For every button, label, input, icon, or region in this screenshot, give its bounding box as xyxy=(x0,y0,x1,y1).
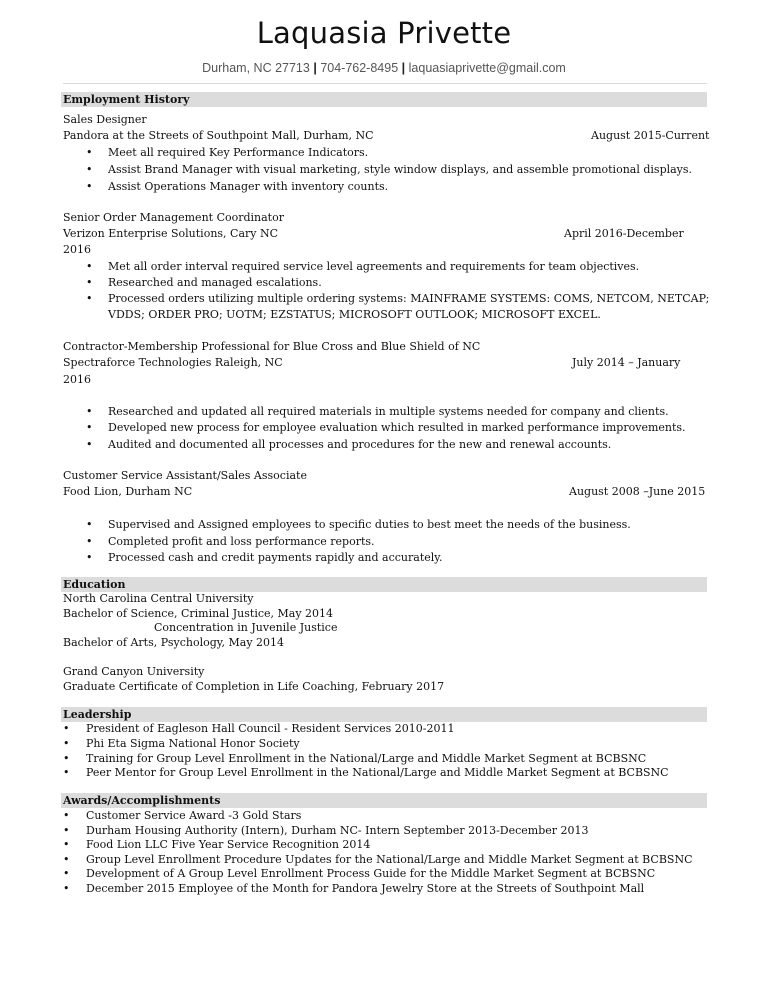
job-bullet-continued: VDDS; ORDER PRO; UOTM; EZSTATUS; MICROSOFT OUTLOOK; MICROSOFT EXCEL. xyxy=(108,308,601,321)
job-company: Verizon Enterprise Solutions, Cary NC xyxy=(63,227,279,240)
job-bullet: • Processed orders utilizing multiple ordering systems: MAINFRAME SYSTEMS: COMS, NETCOM, NETCAP; xyxy=(108,292,709,306)
job-dates: August 2015-Current xyxy=(591,129,710,142)
candidate-name: Laquasia Privette xyxy=(256,16,512,50)
education-certificate: Graduate Certificate of Completion in Life Coaching, February 2017 xyxy=(63,680,445,693)
job-title: Customer Service Assistant/Sales Associate xyxy=(63,469,307,482)
leadership-item: • Training for Group Level Enrollment in the National/Large and Middle Market Segment at BCBSNC xyxy=(86,752,646,766)
leadership-item: • Phi Eta Sigma National Honor Society xyxy=(86,737,300,751)
award-item: • December 2015 Employee of the Month for Pandora Jewelry Store at the Streets of Southpoint Mall xyxy=(86,882,644,896)
job-bullet: • Met all order interval required service level agreements and requirements for team objectives. xyxy=(108,260,639,274)
leadership-item: • Peer Mentor for Group Level Enrollment in the National/Large and Middle Market Segment at BCBSNC xyxy=(86,766,669,780)
job-bullet: • Assist Brand Manager with visual marketing, style window displays, and assemble promotional displays. xyxy=(108,163,692,177)
contact-email: laquasiaprivette@gmail.com xyxy=(408,61,566,75)
job-bullet: • Processed cash and credit payments rapidly and accurately. xyxy=(108,551,443,565)
contact-line xyxy=(0,61,768,75)
job-title: Senior Order Management Coordinator xyxy=(63,211,284,224)
job-company: Pandora at the Streets of Southpoint Mall, Durham, NC xyxy=(63,129,374,142)
section-awards-heading: Awards/Accomplishments xyxy=(61,793,707,808)
job-company: Food Lion, Durham NC xyxy=(63,485,193,498)
job-company: Spectraforce Technologies Raleigh, NC xyxy=(63,356,283,369)
education-degree: Bachelor of Science, Criminal Justice, May 2014 xyxy=(63,607,334,620)
job-bullet: • Researched and updated all required materials in multiple systems needed for company and clients. xyxy=(108,405,669,419)
section-leadership-heading: Leadership xyxy=(61,707,707,722)
award-item: • Group Level Enrollment Procedure Updates for the National/Large and Middle Market Segment at BCBSNC xyxy=(86,853,693,867)
job-dates: August 2008 –June 2015 xyxy=(569,485,706,498)
award-item: • Customer Service Award -3 Gold Stars xyxy=(86,809,301,823)
job-bullet: • Developed new process for employee evaluation which resulted in marked performance improvements. xyxy=(108,421,686,435)
job-bullet: • Supervised and Assigned employees to specific duties to best meet the needs of the business. xyxy=(108,518,631,532)
leadership-item: • President of Eagleson Hall Council - Resident Services 2010-2011 xyxy=(86,722,454,736)
job-dates-continued: 2016 xyxy=(63,243,91,256)
education-concentration: Concentration in Juvenile Justice xyxy=(154,621,338,634)
job-bullet: • Assist Operations Manager with inventory counts. xyxy=(108,180,388,194)
education-degree: Bachelor of Arts, Psychology, May 2014 xyxy=(63,636,285,649)
contact-separator: | xyxy=(313,61,317,75)
education-school: Grand Canyon University xyxy=(63,665,205,678)
contact-phone: 704-762-8495 xyxy=(320,61,399,75)
header-divider xyxy=(63,83,707,84)
job-dates-continued: 2016 xyxy=(63,373,91,386)
award-item: • Durham Housing Authority (Intern), Durham NC- Intern September 2013-December 2013 xyxy=(86,824,589,838)
job-title: Contractor-Membership Professional for Blue Cross and Blue Shield of NC xyxy=(63,340,481,353)
job-bullet: • Completed profit and loss performance reports. xyxy=(108,535,375,549)
job-bullet: • Audited and documented all processes and procedures for the new and renewal accounts. xyxy=(108,438,611,452)
award-item: • Food Lion LLC Five Year Service Recognition 2014 xyxy=(86,838,370,852)
education-school: North Carolina Central University xyxy=(63,592,254,605)
job-bullet: • Researched and managed escalations. xyxy=(108,276,322,290)
section-employment-heading: Employment History xyxy=(61,92,707,107)
job-title: Sales Designer xyxy=(63,113,147,126)
job-bullet: • Meet all required Key Performance Indicators. xyxy=(108,146,368,160)
section-education-heading: Education xyxy=(61,577,707,592)
job-dates: July 2014 – January xyxy=(572,356,681,369)
contact-city: Durham, NC 27713 xyxy=(202,61,310,75)
award-item: • Development of A Group Level Enrollment Process Guide for the Middle Market Segment at BCBSNC xyxy=(86,867,655,881)
contact-separator: | xyxy=(401,61,406,75)
job-dates: April 2016-December xyxy=(564,227,684,240)
